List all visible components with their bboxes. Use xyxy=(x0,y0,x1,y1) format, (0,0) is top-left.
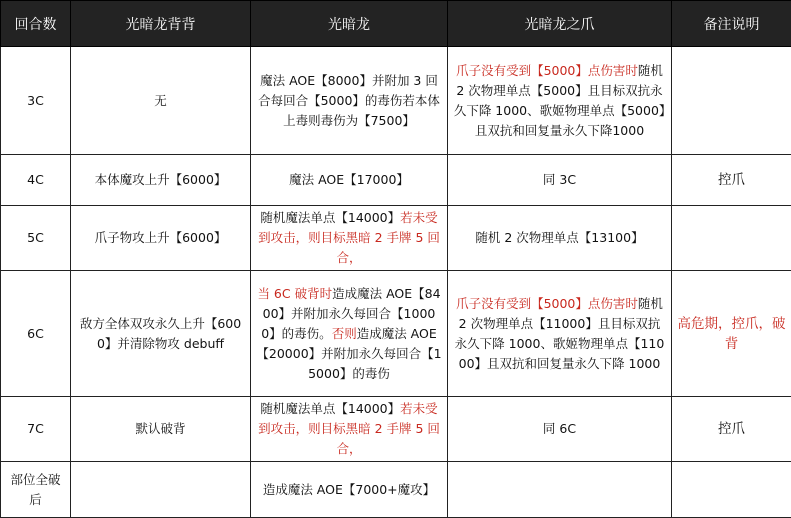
table-row xyxy=(1,462,791,518)
dragon-text: 造成魔法 AOE【8400】并附加永久每回合【10000】的毒伤。 xyxy=(261,286,440,341)
dragon-text: 魔法 AOE【8000】并附加 3 回合每回合【5000】的毒伤若本体上毒则毒伤为【7500】 xyxy=(258,73,440,128)
dragon-text: 当 6C 破背时 xyxy=(257,286,332,301)
claw-text: 爪子没有受到【5000】点伤害时 xyxy=(456,63,638,78)
table-row xyxy=(1,397,791,462)
dragon-cell xyxy=(251,271,448,397)
note-cell xyxy=(672,47,791,155)
back-cell: 爪子物攻上升【6000】 xyxy=(71,206,251,271)
note-cell xyxy=(672,462,791,518)
claw-cell xyxy=(448,47,672,155)
round-cell: 3C xyxy=(1,47,71,155)
claw-text: 同 6C xyxy=(543,421,576,436)
claw-text: 随机 2 次物理单点【13100】 xyxy=(475,230,643,245)
table-row xyxy=(1,271,791,397)
dragon-text: 否则 xyxy=(332,326,357,341)
header-back: 光暗龙背背 xyxy=(71,1,251,47)
header-round: 回合数 xyxy=(1,1,71,47)
round-cell: 6C xyxy=(1,271,71,397)
table-row xyxy=(1,155,791,206)
dragon-cell xyxy=(251,397,448,462)
round-cell: 7C xyxy=(1,397,71,462)
back-cell: 无 xyxy=(71,47,251,155)
table-row xyxy=(1,47,791,155)
header-note: 备注说明 xyxy=(672,1,791,47)
claw-cell xyxy=(448,462,672,518)
claw-text: 同 3C xyxy=(543,172,576,187)
round-cell: 4C xyxy=(1,155,71,206)
back-cell: 本体魔攻上升【6000】 xyxy=(71,155,251,206)
dragon-text: 随机魔法单点【14000】 xyxy=(260,401,400,416)
header-dragon: 光暗龙 xyxy=(251,1,448,47)
back-cell xyxy=(71,462,251,518)
round-cell: 部位全破后 xyxy=(1,462,71,518)
note-cell: 高危期，控爪，破背 xyxy=(672,271,791,397)
round-cell: 5C xyxy=(1,206,71,271)
dragon-text: 若未受到攻击，则目标黑暗 2 手牌 5 回合， xyxy=(258,401,440,456)
claw-cell xyxy=(448,155,672,206)
header-row xyxy=(1,1,791,47)
header-claw: 光暗龙之爪 xyxy=(448,1,672,47)
dragon-cell xyxy=(251,47,448,155)
claw-text: 随机 2 次物理单点【11000】且目标双抗永久下降 1000、歌姬物理单点【11000】且双抗和回复量永久下降 1000 xyxy=(455,296,665,371)
claw-cell xyxy=(448,206,672,271)
dragon-cell xyxy=(251,462,448,518)
back-cell: 敌方全体双攻永久上升【6000】并清除物攻 debuff xyxy=(71,271,251,397)
dragon-cell xyxy=(251,206,448,271)
table-row xyxy=(1,206,791,271)
dragon-text: 造成魔法 AOE【20000】并附加永久每回合【15000】的毒伤 xyxy=(256,326,441,381)
claw-cell xyxy=(448,271,672,397)
dragon-cell xyxy=(251,155,448,206)
note-cell xyxy=(672,206,791,271)
note-cell: 控爪 xyxy=(672,397,791,462)
claw-cell xyxy=(448,397,672,462)
back-cell: 默认破背 xyxy=(71,397,251,462)
dragon-text: 魔法 AOE【17000】 xyxy=(289,172,409,187)
note-cell: 控爪 xyxy=(672,155,791,206)
dragon-text: 若未受到攻击，则目标黑暗 2 手牌 5 回合， xyxy=(258,210,440,265)
dragon-text: 随机魔法单点【14000】 xyxy=(260,210,400,225)
claw-text: 爪子没有受到【5000】点伤害时 xyxy=(456,296,638,311)
dragon-text: 造成魔法 AOE【7000+魔攻】 xyxy=(263,482,435,497)
claw-text: 随机 2 次物理单点【5000】且目标双抗永久下降 1000、歌姬物理单点【5000】且双抗和回复量永久下降1000 xyxy=(454,63,665,138)
